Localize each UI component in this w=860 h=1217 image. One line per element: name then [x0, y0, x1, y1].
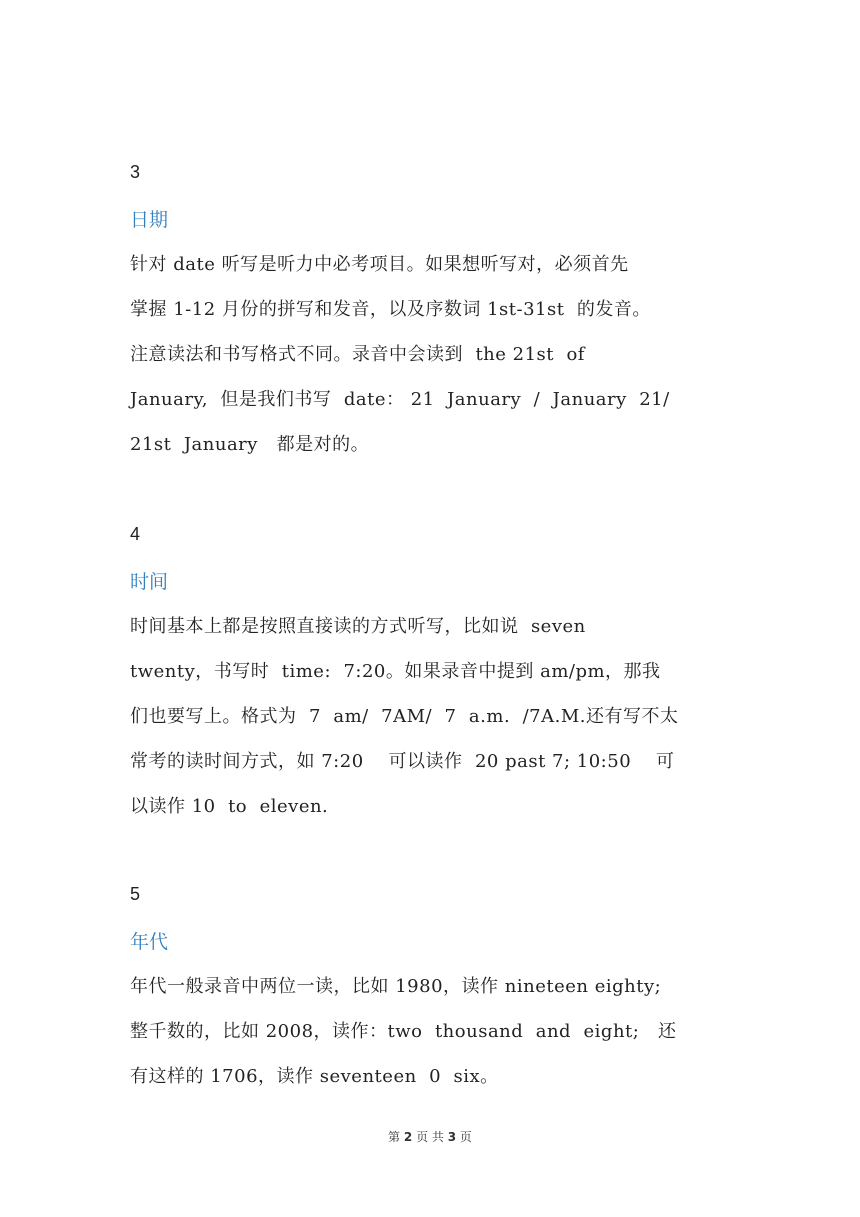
section-date	[130, 160, 740, 467]
section-title: 年代	[130, 931, 169, 953]
footer-middle: 页 共	[416, 1130, 444, 1144]
paragraph-line: twenty，书写时 time: 7:20。如果录音中提到 am/pm，那我	[130, 661, 661, 682]
section-number: 4	[130, 524, 141, 544]
section-time	[130, 522, 740, 829]
paragraph-line: 21st January 都是对的。	[130, 434, 370, 455]
total-page-count: 3	[447, 1130, 457, 1144]
paragraph-line: 整千数的，比如 2008，读作：two thousand and eight; 还	[130, 1021, 677, 1042]
paragraph-line: 年代一般录音中两位一读，比如 1980，读作 nineteen eighty;	[130, 976, 662, 997]
section-number: 5	[130, 884, 141, 904]
paragraph-line: 时间基本上都是按照直接读的方式听写，比如说 seven	[130, 616, 586, 637]
paragraph-line: 注意读法和书写格式不同。录音中会读到 the 21st of	[130, 344, 585, 365]
paragraph-line: 有这样的 1706，读作 seventeen 0 six。	[130, 1066, 499, 1087]
section-number: 3	[130, 162, 141, 182]
paragraph-line: 们也要写上。格式为 7 am/ 7AM/ 7 a.m. /7A.M.还有写不太	[130, 706, 679, 727]
section-title: 时间	[130, 571, 169, 593]
current-page-number: 2	[403, 1130, 413, 1144]
paragraph-line: 以读作 10 to eleven.	[130, 796, 329, 817]
paragraph-line: 针对 date 听写是听力中必考项目。如果想听写对，必须首先	[130, 254, 629, 275]
paragraph-line: 掌握 1-12 月份的拼写和发音，以及序数词 1st-31st 的发音。	[130, 299, 651, 320]
footer-suffix: 页	[459, 1130, 472, 1144]
paragraph-line: January, 但是我们书写 date： 21 January / January 21/	[130, 389, 670, 410]
footer-prefix: 第	[388, 1130, 401, 1144]
paragraph-line: 常考的读时间方式，如 7:20 可以读作 20 past 7; 10:50 可	[130, 751, 675, 772]
section-title: 日期	[130, 209, 169, 231]
section-year	[130, 882, 740, 1099]
page-footer	[0, 1128, 860, 1145]
